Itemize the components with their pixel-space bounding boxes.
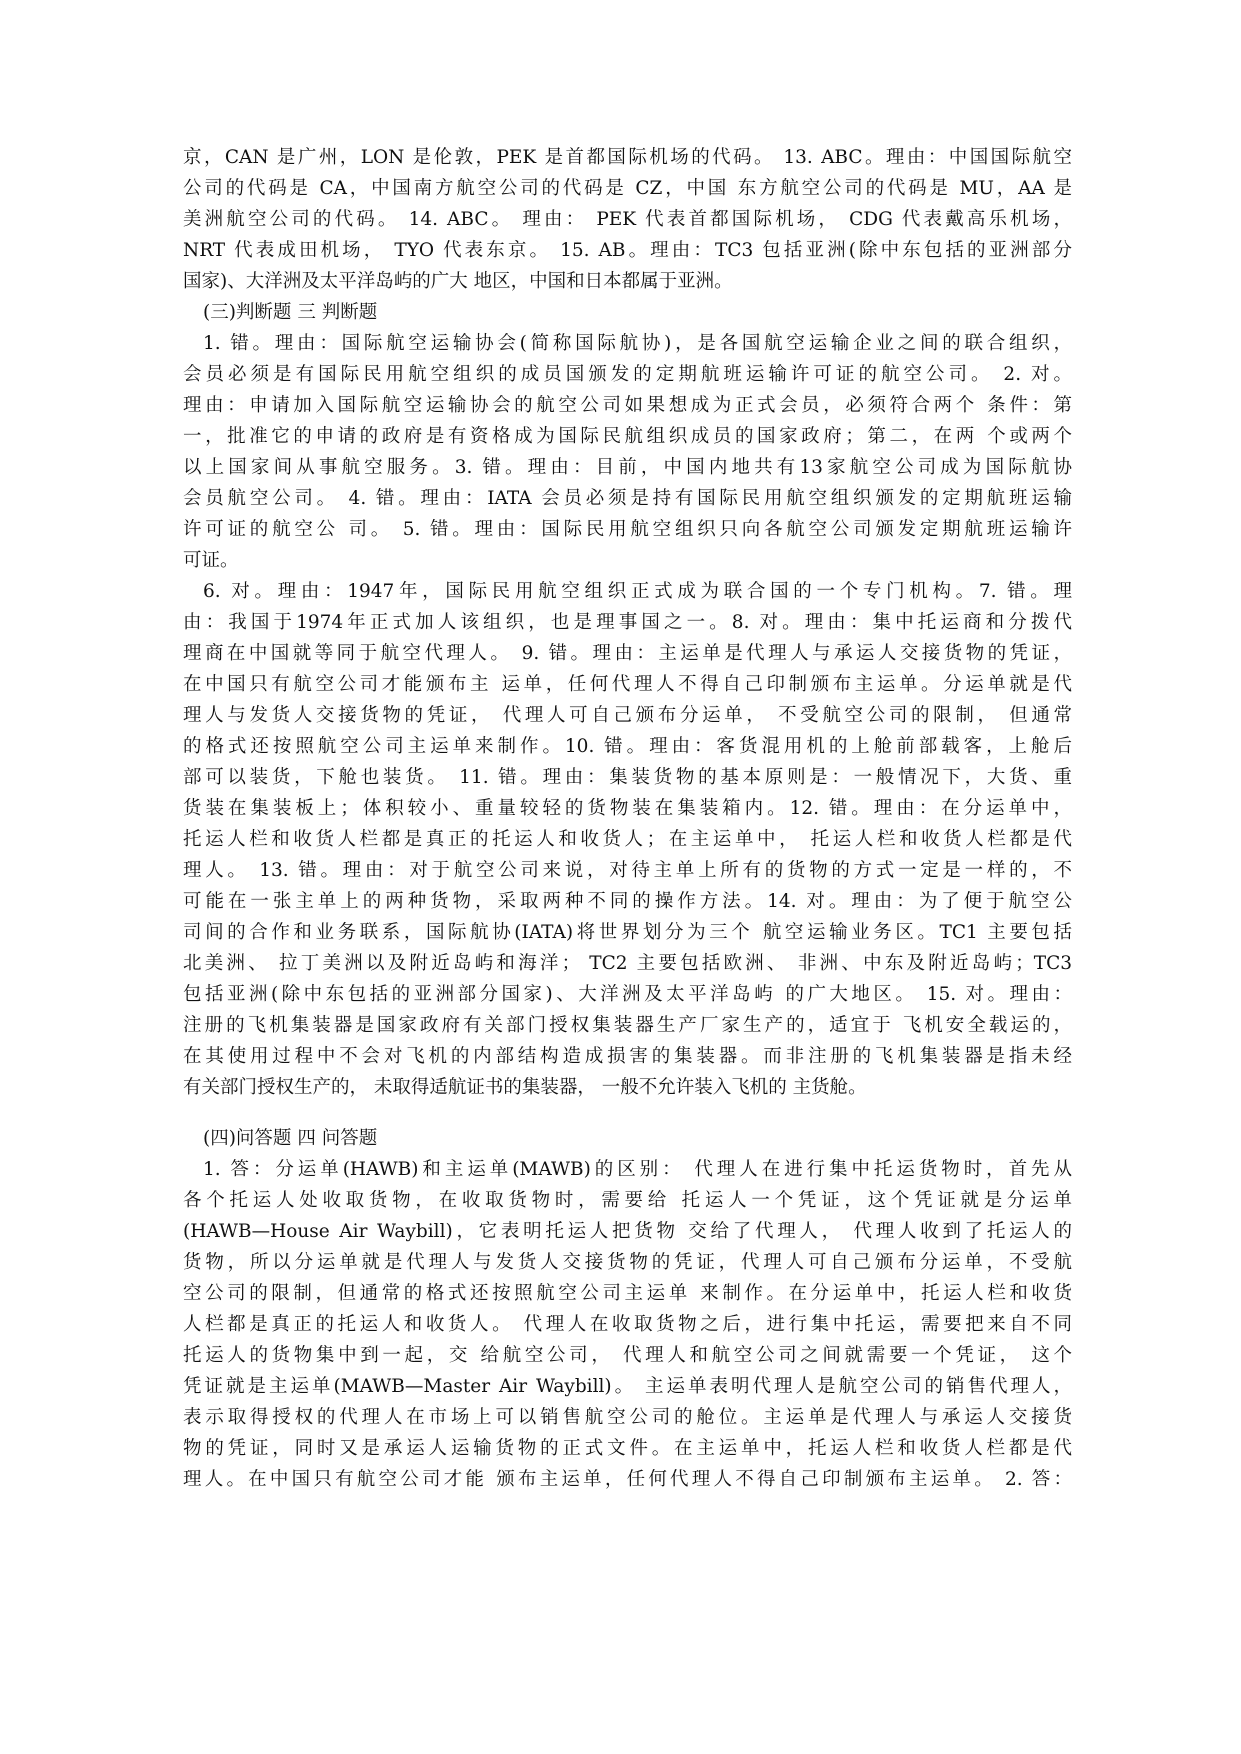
text-line: 会员航空公司。 4. 错。理由：IATA 会员必须是持有国际民用航空组织颁发的定期航班运输 <box>183 488 1072 509</box>
text-line: 理人与发货人交接货物的凭证， 代理人可自己颁布分运单， 不受航空公司的限制， 但通常 <box>183 705 1072 726</box>
text-line: 凭证就是主运单(MAWB—Master Air Waybill)。 主运单表明代理人是航空公司的销售代理人， <box>183 1376 1072 1397</box>
text-line: 物的凭证，同时又是承运人运输货物的正式文件。在主运单中，托运人栏和收货人栏都是代 <box>183 1438 1072 1459</box>
text-line: 1. 答：分运单(HAWB)和主运单(MAWB)的区别： 代理人在进行集中托运货物时，首先从 <box>203 1159 1072 1180</box>
text-line: 1. 错。理由：国际航空运输协会(简称国际航协)，是各国航空运输企业之间的联合组织， <box>203 333 1072 354</box>
text-line: 有关部门授权生产的， 未取得适航证书的集装器， 一般不允许装入飞机的 主货舱。 <box>183 1077 867 1098</box>
text-line: 理商在中国就等同于航空代理人。 9. 错。理由：主运单是代理人与承运人交接货物的凭证， <box>183 643 1072 664</box>
text-line: 可证。 <box>183 550 239 571</box>
text-line: 北美洲、 拉丁美洲以及附近岛屿和海洋； TC2 主要包括欧洲、 非洲、中东及附近岛屿；TC3 <box>183 953 1072 974</box>
text-line: 的格式还按照航空公司主运单来制作。10. 错。理由：客货混用机的上舱前部载客，上舱后 <box>183 736 1072 757</box>
text-line: 一，批准它的申请的政府是有资格成为国际民航组织成员的国家政府；第二，在两 个或两个 <box>183 426 1072 447</box>
text-line: 部可以装货，下舱也装货。 11. 错。理由：集装货物的基本原则是：一般情况下，大货、重 <box>183 767 1072 788</box>
paragraph-gap <box>183 1103 1072 1123</box>
text-line: 理由：申请加入国际航空运输协会的航空公司如果想成为正式会员，必须符合两个 条件：第 <box>183 395 1072 416</box>
text-line: 各个托运人处收取货物，在收取货物时，需要给 托运人一个凭证，这个凭证就是分运单 <box>183 1190 1072 1211</box>
text-line: 可能在一张主单上的两种货物，采取两种不同的操作方法。14. 对。理由：为了便于航空公 <box>183 891 1072 912</box>
text-line: 公司的代码是 CA，中国南方航空公司的代码是 CZ，中国 东方航空公司的代码是 MU，AA 是 <box>183 178 1072 199</box>
text-line: 以上国家间从事航空服务。3. 错。理由：目前，中国内地共有13家航空公司成为国际航协 <box>183 457 1072 478</box>
text-line: NRT 代表成田机场， TYO 代表东京。 15. AB。理由：TC3 包括亚洲(除中东包括的亚洲部分 <box>183 240 1072 261</box>
text-line: 美洲航空公司的代码。 14. ABC。 理由： PEK 代表首都国际机场， CDG 代表戴高乐机场， <box>183 209 1072 230</box>
text-line: 许可证的航空公 司。 5. 错。理由：国际民用航空组织只向各航空公司颁发定期航班运输许 <box>183 519 1072 540</box>
text-line: 货装在集装板上；体积较小、重量较轻的货物装在集装箱内。12. 错。理由：在分运单中， <box>183 798 1072 819</box>
text-line: 理人。 13. 错。理由：对于航空公司来说，对待主单上所有的货物的方式一定是一样的，不 <box>183 860 1072 881</box>
text-line: 货物，所以分运单就是代理人与发货人交接货物的凭证，代理人可自己颁布分运单，不受航 <box>183 1252 1072 1273</box>
text-line: 包括亚洲(除中东包括的亚洲部分国家)、大洋洲及太平洋岛屿 的广大地区。 15. 对。理由： <box>183 984 1072 1005</box>
text-line: 理人。在中国只有航空公司才能 颁布主运单，任何代理人不得自己印制颁布主运单。 2. 答： <box>183 1469 1072 1490</box>
text-line: 由：我国于1974年正式加人该组织，也是理事国之一。8. 对。理由：集中托运商和分拨代 <box>183 612 1072 633</box>
section-heading-judgement: (三)判断题 三 判断题 <box>203 302 378 323</box>
section-heading-qa: (四)问答题 四 问答题 <box>203 1128 378 1149</box>
text-line: 在其使用过程中不会对飞机的内部结构造成损害的集装器。而非注册的飞机集装器是指未经 <box>183 1046 1072 1067</box>
text-line: 京，CAN 是广州，LON 是伦敦，PEK 是首都国际机场的代码。 13. ABC。理由：中国国际航空 <box>183 147 1072 168</box>
text-line: 注册的飞机集装器是国家政府有关部门授权集装器生产厂家生产的，适宜于 飞机安全载运的， <box>183 1015 1072 1036</box>
text-line: 空公司的限制，但通常的格式还按照航空公司主运单 来制作。在分运单中，托运人栏和收货 <box>183 1283 1072 1304</box>
text-line: (HAWB—House Air Waybill)，它表明托运人把货物 交给了代理人， 代理人收到了托运人的 <box>183 1221 1072 1242</box>
document-page <box>183 142 1072 1495</box>
text-line: 在中国只有航空公司才能颁布主 运单，任何代理人不得自己印制颁布主运单。分运单就是代 <box>183 674 1072 695</box>
text-line: 6. 对。理由：1947年，国际民用航空组织正式成为联合国的一个专门机构。7. 错。理 <box>203 581 1072 602</box>
text-line: 司间的合作和业务联系，国际航协(IATA)将世界划分为三个 航空运输业务区。TC1 主要包括 <box>183 922 1072 943</box>
text-line: 人栏都是真正的托运人和收货人。 代理人在收取货物之后，进行集中托运，需要把来自不同 <box>183 1314 1072 1335</box>
text-line: 托运人栏和收货人栏都是真正的托运人和收货人；在主运单中， 托运人栏和收货人栏都是代 <box>183 829 1072 850</box>
text-line: 国家)、大洋洲及太平洋岛屿的广大 地区，中国和日本都属于亚洲。 <box>183 271 733 292</box>
text-line: 会员必须是有国际民用航空组织的成员国颁发的定期航班运输许可证的航空公司。 2. 对。 <box>183 364 1072 385</box>
text-line: 表示取得授权的代理人在市场上可以销售航空公司的舱位。主运单是代理人与承运人交接货 <box>183 1407 1072 1428</box>
text-line: 托运人的货物集中到一起，交 给航空公司， 代理人和航空公司之间就需要一个凭证， 这个 <box>183 1345 1072 1366</box>
